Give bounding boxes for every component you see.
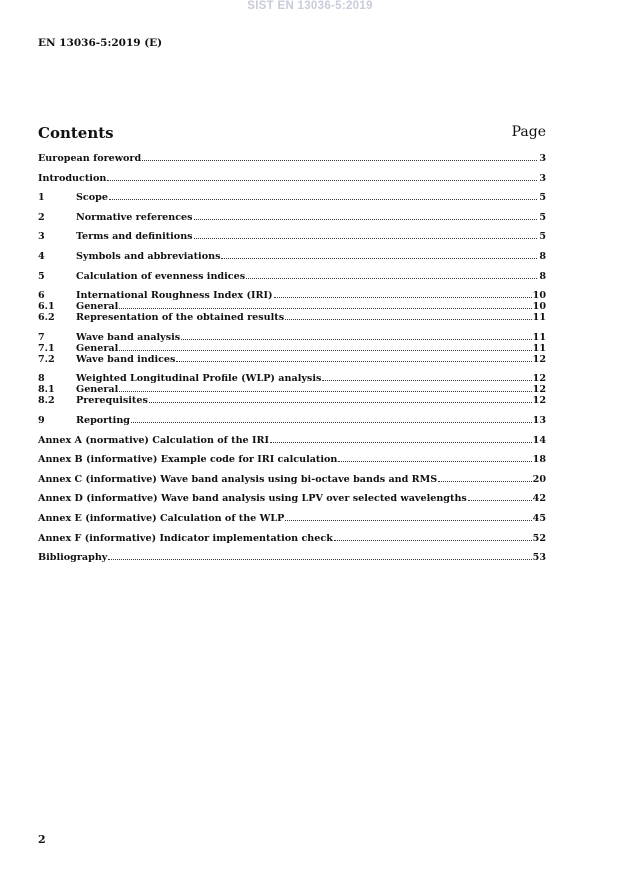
toc-entry-title: Calculation of evenness indices [76, 270, 246, 282]
toc-leader-dots [274, 290, 532, 298]
toc-leader-dots [221, 251, 537, 259]
document-id: EN 13036-5:2019 (E) [38, 37, 163, 49]
toc-entry-number: 6.2 [38, 312, 55, 324]
toc-entry-page: 5 [539, 192, 546, 204]
toc-entry[interactable] [38, 192, 546, 203]
contents-heading: Contents [38, 124, 114, 142]
toc-entry[interactable] [38, 415, 546, 426]
toc-entry-page: 8 [539, 250, 546, 262]
toc-leader-dots [285, 513, 531, 521]
toc-leader-dots [142, 153, 537, 161]
toc-entry-title: Normative references [76, 211, 193, 223]
toc-entry-page: 11 [532, 312, 546, 324]
toc-entry-number: 8 [38, 373, 45, 385]
toc-entry-title: Representation of the obtained results [76, 312, 285, 324]
toc-entry[interactable] [38, 153, 546, 164]
toc-leader-dots [107, 173, 537, 181]
toc-leader-dots [438, 474, 531, 482]
toc-entry-title: Introduction [38, 172, 107, 184]
toc-entry[interactable] [38, 474, 546, 485]
toc-entry-number: 6.1 [38, 301, 55, 313]
toc-leader-dots [119, 343, 531, 351]
toc-entry[interactable] [38, 332, 546, 343]
toc-entry[interactable] [38, 435, 546, 446]
toc-entry-title: General [76, 342, 119, 354]
toc-leader-dots [194, 212, 537, 220]
toc-entry-title: Reporting [76, 414, 130, 426]
toc-entry[interactable] [38, 513, 546, 524]
footer-page-number: 2 [38, 833, 46, 846]
toc-leader-dots [246, 271, 537, 279]
toc-entry-title: Scope [76, 192, 108, 204]
toc-entry-title: Wave band analysis [76, 331, 181, 343]
toc-entry-title: European foreword [38, 153, 142, 164]
toc-entry-title: Annex F (informative) Indicator implementation check [38, 532, 333, 544]
toc-entry-number: 2 [38, 211, 45, 223]
toc-entry-page: 3 [539, 172, 546, 184]
toc-entry-page: 10 [532, 290, 546, 302]
toc-entry-page: 53 [532, 552, 546, 564]
toc-entry-number: 3 [38, 231, 45, 243]
toc-entry-title: Wave band indices [76, 353, 176, 365]
toc-entry-title: Weighted Longitudinal Profile (WLP) analysis [76, 373, 322, 385]
toc-leader-dots [194, 231, 537, 239]
toc-entry-page: 42 [532, 493, 546, 505]
toc-leader-dots [176, 354, 531, 362]
toc-entry[interactable] [38, 454, 546, 465]
toc-entry[interactable] [38, 290, 546, 301]
toc-entry-number: 7 [38, 331, 45, 343]
toc-entry-page: 3 [539, 153, 546, 164]
toc-entry[interactable] [38, 301, 546, 312]
toc-entry[interactable] [38, 533, 546, 544]
toc-entry-number: 8.2 [38, 395, 55, 407]
toc-leader-dots [338, 454, 531, 462]
toc-leader-dots [108, 552, 531, 560]
toc-leader-dots [149, 395, 532, 403]
toc-entry[interactable] [38, 212, 546, 223]
toc-entry[interactable] [38, 251, 546, 262]
toc-leader-dots [468, 493, 532, 501]
toc-entry-number: 7.2 [38, 353, 55, 365]
toc-leader-dots [119, 384, 531, 392]
toc-entry-page: 12 [532, 384, 546, 396]
toc-leader-dots [131, 415, 532, 423]
toc-entry-page: 11 [532, 342, 546, 354]
toc-entry-page: 12 [532, 353, 546, 365]
toc-entry[interactable] [38, 395, 546, 406]
toc-entry-number: 5 [38, 270, 45, 282]
toc-entry-page: 5 [539, 231, 546, 243]
toc-entry-page: 18 [532, 454, 546, 466]
toc-entry-number: 4 [38, 250, 45, 262]
toc-leader-dots [270, 435, 532, 443]
toc-entry-title: Annex A (normative) Calculation of the IRI [38, 434, 269, 446]
toc-entry-page: 45 [532, 512, 546, 524]
toc-entry-title: Prerequisites [76, 395, 148, 407]
toc-entry-page: 20 [532, 473, 546, 485]
toc-entry-title: Annex C (informative) Wave band analysis using bi-octave bands and RMS [38, 473, 438, 485]
toc-entry-title: Annex B (informative) Example code for IRI calculation [38, 454, 338, 466]
toc-entry-page: 12 [532, 373, 546, 385]
page-column-heading: Page [511, 124, 546, 140]
toc-leader-dots [334, 533, 532, 541]
toc-entry[interactable] [38, 271, 546, 282]
toc-entry-number: 6 [38, 290, 45, 302]
toc-entry[interactable] [38, 552, 546, 563]
toc-entry[interactable] [38, 354, 546, 365]
toc-entry[interactable] [38, 384, 546, 395]
toc-entry-page: 8 [539, 270, 546, 282]
toc-entry-title: Annex E (informative) Calculation of the WLP [38, 512, 285, 524]
toc-entry[interactable] [38, 173, 546, 184]
toc-entry-title: Bibliography [38, 552, 108, 564]
toc-entry-page: 5 [539, 211, 546, 223]
toc-entry-page: 14 [532, 434, 546, 446]
toc-entry-title: International Roughness Index (IRI) [76, 290, 273, 302]
toc-entry[interactable] [38, 312, 546, 323]
toc-entry-page: 10 [532, 301, 546, 313]
toc-entry-page: 13 [532, 414, 546, 426]
toc-entry[interactable] [38, 231, 546, 242]
toc-entry-title: General [76, 384, 119, 396]
toc-entry-number: 7.1 [38, 342, 55, 354]
toc-leader-dots [322, 373, 531, 381]
toc-leader-dots [119, 301, 531, 309]
toc-entry-page: 12 [532, 395, 546, 407]
toc-entry-number: 1 [38, 192, 45, 204]
toc-entry-title: Symbols and abbreviations [76, 250, 221, 262]
watermark: SIST EN 13036-5:2019 [247, 0, 373, 12]
toc-entry-number: 8.1 [38, 384, 55, 396]
toc-entry[interactable] [38, 343, 546, 354]
toc-leader-dots [181, 332, 531, 340]
toc-entry-title: Terms and definitions [76, 231, 193, 243]
toc-entry[interactable] [38, 493, 546, 504]
toc-leader-dots [109, 192, 537, 200]
toc-entry-page: 52 [532, 532, 546, 544]
toc-entry-title: Annex D (informative) Wave band analysis using LPV over selected wavelengths [38, 493, 467, 505]
table-of-contents [38, 153, 546, 563]
toc-entry[interactable] [38, 373, 546, 384]
toc-entry-number: 9 [38, 414, 45, 426]
toc-entry-title: General [76, 301, 119, 313]
toc-entry-page: 11 [532, 331, 546, 343]
toc-leader-dots [285, 312, 532, 320]
